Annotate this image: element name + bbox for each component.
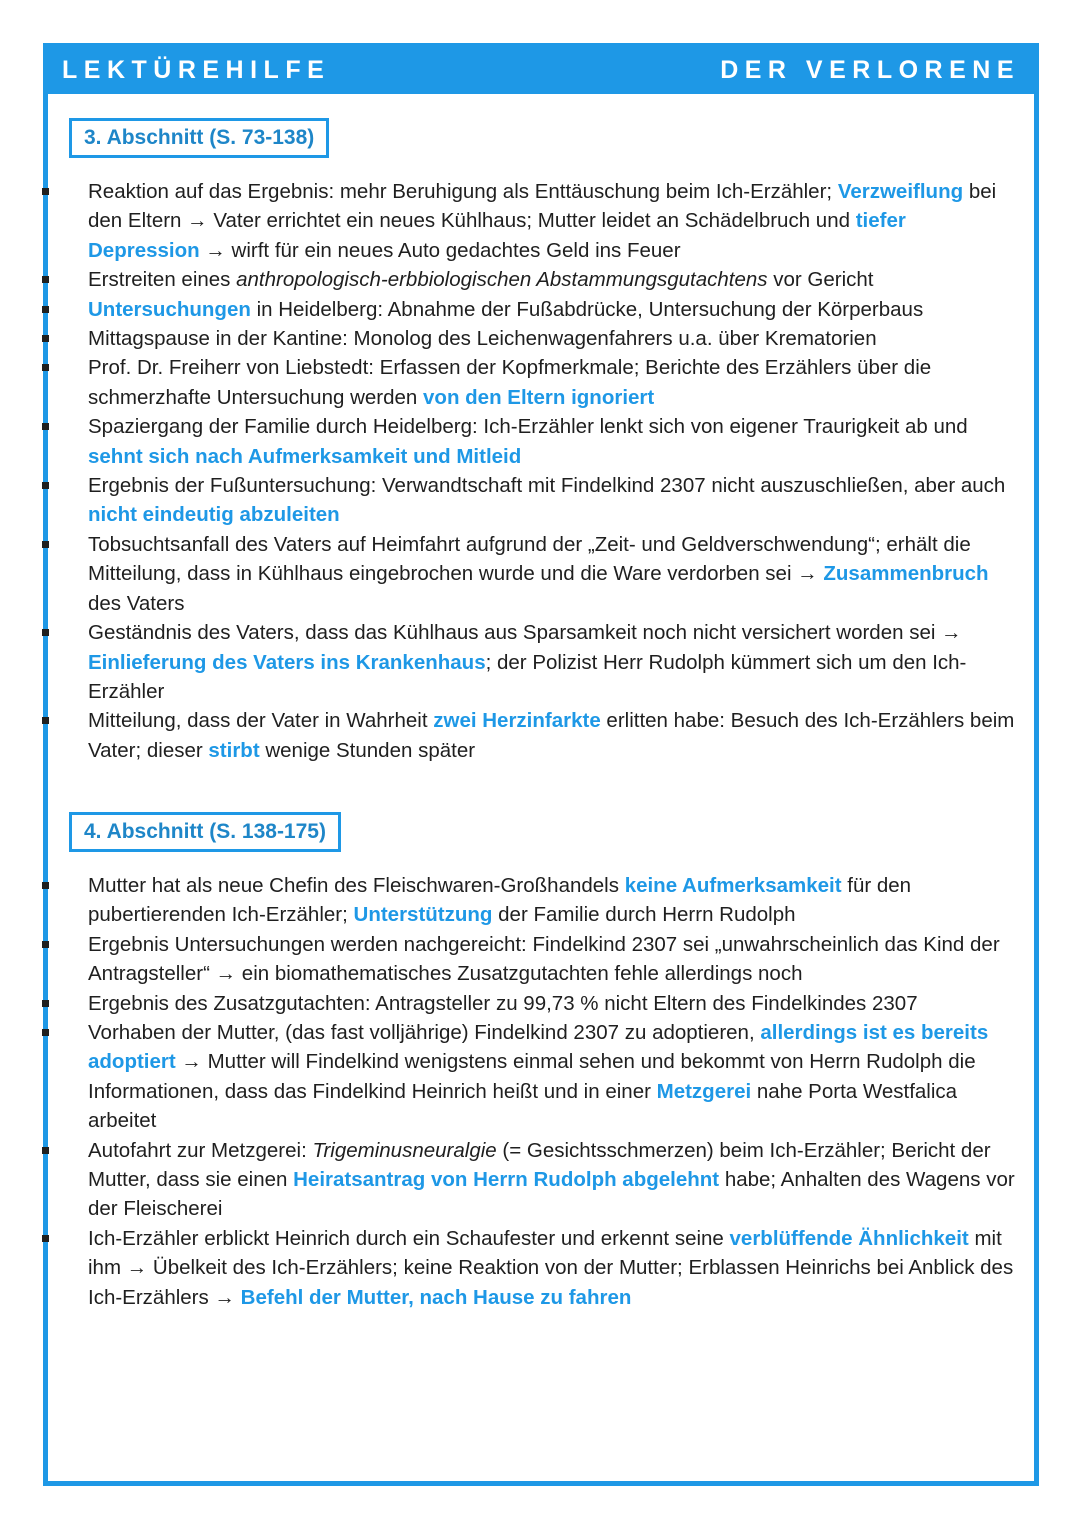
body-text: Geständnis des Vaters, dass das Kühlhaus aus Sparsamkeit noch nicht versichert worden sei → — [88, 621, 962, 645]
body-text: mit ihm → Übelkeit des Ich-Erzählers; keine Reaktion von der Mutter; Erblassen Heinrichs bei Anblick des Ich-Erzählers → — [88, 1226, 1014, 1309]
body-text: der Familie durch Herrn Rudolph — [492, 903, 796, 927]
list-item — [88, 353, 1018, 412]
body-text: Ergebnis Untersuchungen werden nachgereicht: Findelkind 2307 sei „unwahrscheinlich das Kind der Antragsteller“ → ein biomathematisches Zusatzgutachten fehle allerdings noch — [88, 932, 1000, 986]
highlight-text: verblüffende Ähnlichkeit — [729, 1226, 969, 1250]
body-text: Ergebnis der Fußuntersuchung: Verwandtschaft mit Findelkind 2307 nicht auszuschließen, aber auch — [88, 474, 1006, 498]
list-item — [88, 930, 1018, 989]
list-item — [88, 1018, 1018, 1136]
body-text: vor Gericht — [767, 268, 874, 292]
highlight-text: Verzweiflung — [837, 180, 964, 203]
body-text: Reaktion auf das Ergebnis: mehr Beruhigung als Enttäuschung beim Ich-Erzähler; — [88, 180, 838, 203]
list-item — [88, 1136, 1018, 1224]
body-text: → wirft für ein neues Auto gedachtes Geld ins Feuer — [199, 238, 681, 262]
highlight-text: Einlieferung des Vaters ins Krankenhaus — [88, 650, 486, 674]
list-item — [88, 871, 1018, 930]
highlight-text: keine Aufmerksamkeit — [624, 874, 842, 897]
list-item — [88, 618, 1018, 706]
body-text: habe; Anhalten des Wagens vor der Fleischerei — [88, 1168, 1015, 1221]
body-text: Mitteilung, dass der Vater in Wahrheit — [88, 709, 434, 733]
body-text: für den pubertierenden Ich-Erzähler; — [88, 874, 912, 927]
list-item — [88, 177, 1018, 265]
page-header — [48, 48, 1034, 94]
body-text: Mittagspause in der Kantine: Monolog des Leichenwagenfahrers u.a. über Krematorien — [88, 327, 877, 351]
list-item — [88, 471, 1018, 530]
highlight-text: Heiratsantrag von Herrn Rudolph abgelehnt — [293, 1168, 720, 1192]
body-text: (= Gesichtsschmerzen) beim Ich-Erzähler; Bericht der Mutter, dass sie einen — [88, 1138, 991, 1192]
highlight-text: Metzgerei — [656, 1079, 752, 1103]
section-4-list — [88, 871, 1018, 1312]
italic-text: Trigeminusneuralgie — [312, 1138, 497, 1162]
highlight-text: stirbt — [208, 738, 260, 762]
list-item — [88, 706, 1018, 765]
highlight-text: nicht eindeutig abzuleiten — [88, 503, 340, 527]
body-text: Ich-Erzähler erblickt Heinrich durch ein Schaufester und erkennt seine — [88, 1226, 730, 1250]
body-text: Ergebnis des Zusatzgutachten: Antragsteller zu 99,73 % nicht Eltern des Findelkindes 2307 — [88, 991, 918, 1015]
section-3-heading: 3. Abschnitt (S. 73-138) — [69, 118, 329, 158]
body-text: bei den Eltern → Vater errichtet ein neues Kühlhaus; Mutter leidet an Schädelbruch und — [88, 180, 997, 233]
list-item — [88, 1224, 1018, 1312]
body-text: des Vaters — [88, 591, 185, 615]
body-text: Tobsuchtsanfall des Vaters auf Heimfahrt aufgrund der „Zeit- und Geldverschwendung“; erhält die Mitteilung, dass in Kühlhaus eingebrochen wurde und die Ware verdorben sei → — [88, 532, 971, 586]
list-item — [88, 295, 1018, 324]
body-text: Vorhaben der Mutter, (das fast volljährige) Findelkind 2307 zu adoptieren, — [88, 1021, 761, 1045]
body-text: → Mutter will Findelkind wenigstens einmal sehen und bekommt von Herrn Rudolph die Informationen, dass das Findelkind Heinrich heißt und in einer — [88, 1050, 976, 1103]
highlight-text: tiefer Depression — [88, 209, 906, 262]
highlight-text: Befehl der Mutter, nach Hause zu fahren — [240, 1285, 632, 1309]
header-right-title: DER VERLORENE — [720, 56, 1020, 84]
section-4-heading: 4. Abschnitt (S. 138-175) — [69, 812, 341, 852]
highlight-text: von den Eltern ignoriert — [423, 385, 655, 409]
highlight-text: Untersuchungen — [88, 297, 251, 321]
body-text: Mutter hat als neue Chefin des Fleischwaren-Großhandels — [88, 874, 625, 897]
list-item — [88, 989, 1018, 1018]
highlight-text: Zusammenbruch — [823, 562, 989, 586]
body-text: nahe Porta Westfalica arbeitet — [88, 1079, 958, 1133]
body-text: ; der Polizist Herr Rudolph kümmert sich um den Ich-Erzähler — [88, 650, 967, 703]
header-left-title: LEKTÜREHILFE — [62, 56, 331, 84]
body-text: Erstreiten eines — [88, 268, 237, 292]
italic-text: anthropologisch-erbbiologischen Abstammungsgutachtens — [236, 268, 768, 292]
body-text: erlitten habe: Besuch des Ich-Erzählers beim Vater; dieser — [88, 709, 1015, 762]
body-text: wenige Stunden später — [259, 738, 476, 762]
body-text: in Heidelberg: Abnahme der Fußabdrücke, Untersuchung der Körperbaus — [250, 297, 924, 321]
body-text: Autofahrt zur Metzgerei: — [88, 1138, 313, 1162]
highlight-text: allerdings ist es bereits adoptiert — [88, 1021, 989, 1074]
section-3-list — [88, 177, 1018, 765]
list-item — [88, 265, 1018, 294]
list-item — [88, 324, 1018, 353]
body-text: Prof. Dr. Freiherr von Liebstedt: Erfassen der Kopfmerkmale; Berichte des Erzählers über die schmerzhafte Untersuchung werden — [88, 356, 932, 409]
list-item — [88, 530, 1018, 618]
highlight-text: zwei Herzinfarkte — [433, 709, 601, 733]
list-item — [88, 412, 1018, 471]
body-text: Spaziergang der Familie durch Heidelberg: Ich-Erzähler lenkt sich von eigener Traurigkeit ab und — [88, 415, 968, 439]
highlight-text: Unterstützung — [353, 903, 493, 927]
highlight-text: sehnt sich nach Aufmerksamkeit und Mitleid — [88, 444, 522, 468]
